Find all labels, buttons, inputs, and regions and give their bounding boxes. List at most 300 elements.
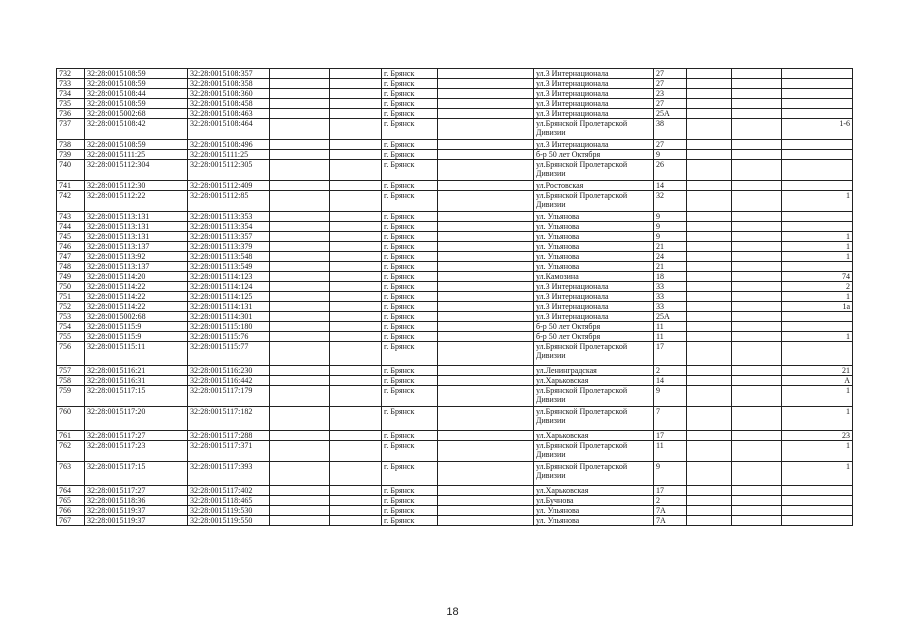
- empty-cell: [330, 242, 382, 252]
- building-cadastral-number-cell: 32:28:0015112:409: [188, 181, 270, 191]
- empty-cell: [732, 516, 782, 526]
- empty-cell: [438, 462, 534, 486]
- row-number-cell: 760: [57, 407, 85, 431]
- empty-cell: [270, 342, 330, 366]
- row-number-cell: 735: [57, 99, 85, 109]
- house-number-cell: 38: [654, 119, 687, 140]
- empty-cell: [330, 191, 382, 212]
- parcel-cadastral-number-cell: 32:28:0015113:92: [85, 252, 188, 262]
- building-cadastral-number-cell: 32:28:0015113:357: [188, 232, 270, 242]
- parcel-cadastral-number-cell: 32:28:0015108:59: [85, 79, 188, 89]
- unit-number-cell: 1: [782, 232, 853, 242]
- row-number-cell: 755: [57, 332, 85, 342]
- street-cell: ул.Брянской Пролетарской Дивизии: [534, 407, 654, 431]
- street-cell: ул.Ленинградская: [534, 366, 654, 376]
- street-cell: ул. Ульянова: [534, 212, 654, 222]
- row-number-cell: 762: [57, 441, 85, 462]
- empty-cell: [330, 431, 382, 441]
- house-number-cell: 17: [654, 431, 687, 441]
- empty-cell: [732, 282, 782, 292]
- empty-cell: [270, 262, 330, 272]
- empty-cell: [687, 431, 732, 441]
- empty-cell: [687, 242, 732, 252]
- building-cadastral-number-cell: 32:28:0015114:124: [188, 282, 270, 292]
- empty-cell: [330, 89, 382, 99]
- street-cell: ул.Брянской Пролетарской Дивизии: [534, 462, 654, 486]
- city-cell: г. Брянск: [382, 366, 438, 376]
- row-number-cell: 749: [57, 272, 85, 282]
- empty-cell: [732, 431, 782, 441]
- table-row: [57, 262, 853, 272]
- empty-cell: [330, 322, 382, 332]
- unit-number-cell: 1: [782, 252, 853, 262]
- empty-cell: [438, 486, 534, 496]
- building-cadastral-number-cell: 32:28:0015112:85: [188, 191, 270, 212]
- street-cell: ул.Ростовская: [534, 181, 654, 191]
- row-number-cell: 758: [57, 376, 85, 386]
- empty-cell: [330, 119, 382, 140]
- empty-cell: [438, 431, 534, 441]
- city-cell: г. Брянск: [382, 462, 438, 486]
- building-cadastral-number-cell: 32:28:0015114:131: [188, 302, 270, 312]
- empty-cell: [330, 506, 382, 516]
- empty-cell: [330, 462, 382, 486]
- empty-cell: [438, 322, 534, 332]
- empty-cell: [438, 302, 534, 312]
- street-cell: ул.Камозина: [534, 272, 654, 282]
- table-row: [57, 312, 853, 322]
- parcel-cadastral-number-cell: 32:28:0015114:22: [85, 292, 188, 302]
- unit-number-cell: 1: [782, 386, 853, 407]
- empty-cell: [270, 292, 330, 302]
- house-number-cell: 32: [654, 191, 687, 212]
- city-cell: г. Брянск: [382, 272, 438, 282]
- house-number-cell: 2: [654, 496, 687, 506]
- empty-cell: [732, 486, 782, 496]
- building-cadastral-number-cell: 32:28:0015117:179: [188, 386, 270, 407]
- table-row: [57, 79, 853, 89]
- empty-cell: [687, 486, 732, 496]
- building-cadastral-number-cell: 32:28:0015108:360: [188, 89, 270, 99]
- parcel-cadastral-number-cell: 32:28:0015114:22: [85, 282, 188, 292]
- empty-cell: [270, 232, 330, 242]
- city-cell: г. Брянск: [382, 262, 438, 272]
- street-cell: ул.3 Интернационала: [534, 109, 654, 119]
- table-row: [57, 150, 853, 160]
- house-number-cell: 14: [654, 181, 687, 191]
- building-cadastral-number-cell: 32:28:0015108:458: [188, 99, 270, 109]
- empty-cell: [438, 332, 534, 342]
- empty-cell: [732, 119, 782, 140]
- empty-cell: [438, 89, 534, 99]
- city-cell: г. Брянск: [382, 89, 438, 99]
- city-cell: г. Брянск: [382, 441, 438, 462]
- house-number-cell: 11: [654, 332, 687, 342]
- empty-cell: [270, 160, 330, 181]
- table-row: [57, 322, 853, 332]
- unit-number-cell: 23: [782, 431, 853, 441]
- street-cell: ул.3 Интернационала: [534, 89, 654, 99]
- unit-number-cell: 1: [782, 407, 853, 431]
- empty-cell: [687, 342, 732, 366]
- row-number-cell: 747: [57, 252, 85, 262]
- street-cell: ул.3 Интернационала: [534, 312, 654, 322]
- empty-cell: [438, 376, 534, 386]
- house-number-cell: 11: [654, 322, 687, 332]
- building-cadastral-number-cell: 32:28:0015108:464: [188, 119, 270, 140]
- empty-cell: [732, 212, 782, 222]
- table-row: [57, 496, 853, 506]
- empty-cell: [270, 242, 330, 252]
- empty-cell: [270, 332, 330, 342]
- empty-cell: [732, 312, 782, 322]
- empty-cell: [732, 322, 782, 332]
- empty-cell: [270, 79, 330, 89]
- empty-cell: [732, 376, 782, 386]
- row-number-cell: 744: [57, 222, 85, 232]
- street-cell: б-р 50 лет Октября: [534, 150, 654, 160]
- table-row: [57, 486, 853, 496]
- empty-cell: [270, 109, 330, 119]
- empty-cell: [330, 262, 382, 272]
- empty-cell: [438, 79, 534, 89]
- unit-number-cell: [782, 160, 853, 181]
- empty-cell: [438, 386, 534, 407]
- parcel-cadastral-number-cell: 32:28:0015108:59: [85, 99, 188, 109]
- empty-cell: [732, 69, 782, 79]
- empty-cell: [270, 272, 330, 282]
- row-number-cell: 739: [57, 150, 85, 160]
- empty-cell: [687, 376, 732, 386]
- empty-cell: [438, 222, 534, 232]
- city-cell: г. Брянск: [382, 496, 438, 506]
- unit-number-cell: [782, 322, 853, 332]
- house-number-cell: 17: [654, 486, 687, 496]
- house-number-cell: 9: [654, 462, 687, 486]
- empty-cell: [438, 366, 534, 376]
- empty-cell: [270, 302, 330, 312]
- city-cell: г. Брянск: [382, 150, 438, 160]
- empty-cell: [330, 386, 382, 407]
- building-cadastral-number-cell: 32:28:0015114:123: [188, 272, 270, 282]
- empty-cell: [687, 99, 732, 109]
- empty-cell: [687, 150, 732, 160]
- house-number-cell: 27: [654, 79, 687, 89]
- empty-cell: [732, 181, 782, 191]
- empty-cell: [330, 69, 382, 79]
- unit-number-cell: [782, 212, 853, 222]
- row-number-cell: 740: [57, 160, 85, 181]
- table-row: [57, 252, 853, 262]
- empty-cell: [732, 222, 782, 232]
- unit-number-cell: [782, 262, 853, 272]
- building-cadastral-number-cell: 32:28:0015113:548: [188, 252, 270, 262]
- building-cadastral-number-cell: 32:28:0015112:305: [188, 160, 270, 181]
- street-cell: ул.3 Интернационала: [534, 292, 654, 302]
- empty-cell: [438, 212, 534, 222]
- empty-cell: [270, 407, 330, 431]
- city-cell: г. Брянск: [382, 252, 438, 262]
- empty-cell: [732, 140, 782, 150]
- house-number-cell: 24: [654, 252, 687, 262]
- street-cell: ул.Брянской Пролетарской Дивизии: [534, 119, 654, 140]
- empty-cell: [270, 191, 330, 212]
- empty-cell: [270, 312, 330, 322]
- table-row: [57, 302, 853, 312]
- empty-cell: [270, 119, 330, 140]
- empty-cell: [330, 109, 382, 119]
- empty-cell: [687, 366, 732, 376]
- parcel-cadastral-number-cell: 32:28:0015108:59: [85, 69, 188, 79]
- house-number-cell: 27: [654, 69, 687, 79]
- street-cell: ул.Брянской Пролетарской Дивизии: [534, 441, 654, 462]
- empty-cell: [687, 109, 732, 119]
- table-row: [57, 506, 853, 516]
- empty-cell: [687, 160, 732, 181]
- empty-cell: [330, 407, 382, 431]
- building-cadastral-number-cell: 32:28:0015113:353: [188, 212, 270, 222]
- empty-cell: [732, 272, 782, 282]
- unit-number-cell: [782, 150, 853, 160]
- house-number-cell: 9: [654, 150, 687, 160]
- street-cell: б-р 50 лет Октября: [534, 332, 654, 342]
- unit-number-cell: [782, 99, 853, 109]
- table-row: [57, 119, 853, 140]
- parcel-cadastral-number-cell: 32:28:0015113:137: [85, 262, 188, 272]
- unit-number-cell: 21: [782, 366, 853, 376]
- building-cadastral-number-cell: 32:28:0015117:288: [188, 431, 270, 441]
- parcel-cadastral-number-cell: 32:28:0015114:20: [85, 272, 188, 282]
- table-row: [57, 191, 853, 212]
- city-cell: г. Брянск: [382, 242, 438, 252]
- parcel-cadastral-number-cell: 32:28:0015116:21: [85, 366, 188, 376]
- empty-cell: [732, 292, 782, 302]
- unit-number-cell: 74: [782, 272, 853, 282]
- empty-cell: [438, 496, 534, 506]
- unit-number-cell: [782, 181, 853, 191]
- empty-cell: [330, 342, 382, 366]
- city-cell: г. Брянск: [382, 181, 438, 191]
- table-row: [57, 222, 853, 232]
- empty-cell: [732, 160, 782, 181]
- empty-cell: [330, 272, 382, 282]
- table-row: [57, 516, 853, 526]
- empty-cell: [732, 332, 782, 342]
- building-cadastral-number-cell: 32:28:0015115:77: [188, 342, 270, 366]
- city-cell: г. Брянск: [382, 212, 438, 222]
- empty-cell: [687, 191, 732, 212]
- building-cadastral-number-cell: 32:28:0015117:182: [188, 407, 270, 431]
- row-number-cell: 761: [57, 431, 85, 441]
- empty-cell: [270, 431, 330, 441]
- empty-cell: [330, 332, 382, 342]
- empty-cell: [330, 292, 382, 302]
- city-cell: г. Брянск: [382, 140, 438, 150]
- parcel-cadastral-number-cell: 32:28:0015113:137: [85, 242, 188, 252]
- empty-cell: [330, 181, 382, 191]
- row-number-cell: 753: [57, 312, 85, 322]
- table-row: [57, 342, 853, 366]
- building-cadastral-number-cell: 32:28:0015116:442: [188, 376, 270, 386]
- unit-number-cell: 1: [782, 292, 853, 302]
- unit-number-cell: [782, 516, 853, 526]
- empty-cell: [687, 79, 732, 89]
- building-cadastral-number-cell: 32:28:0015115:180: [188, 322, 270, 332]
- building-cadastral-number-cell: 32:28:0015108:463: [188, 109, 270, 119]
- table-row: [57, 109, 853, 119]
- empty-cell: [330, 252, 382, 262]
- unit-number-cell: [782, 69, 853, 79]
- unit-number-cell: 1: [782, 191, 853, 212]
- row-number-cell: 743: [57, 212, 85, 222]
- empty-cell: [438, 109, 534, 119]
- row-number-cell: 759: [57, 386, 85, 407]
- street-cell: ул.Брянской Пролетарской Дивизии: [534, 191, 654, 212]
- unit-number-cell: [782, 79, 853, 89]
- page-number: 18: [446, 606, 459, 618]
- table-row: [57, 140, 853, 150]
- empty-cell: [687, 496, 732, 506]
- unit-number-cell: 1: [782, 242, 853, 252]
- empty-cell: [687, 272, 732, 282]
- empty-cell: [732, 191, 782, 212]
- city-cell: г. Брянск: [382, 292, 438, 302]
- empty-cell: [687, 140, 732, 150]
- empty-cell: [330, 496, 382, 506]
- empty-cell: [330, 282, 382, 292]
- house-number-cell: 2: [654, 366, 687, 376]
- house-number-cell: 14: [654, 376, 687, 386]
- empty-cell: [687, 506, 732, 516]
- empty-cell: [438, 262, 534, 272]
- street-cell: ул.Харьковская: [534, 431, 654, 441]
- house-number-cell: 9: [654, 222, 687, 232]
- street-cell: ул. Ульянова: [534, 222, 654, 232]
- table-row: [57, 232, 853, 242]
- unit-number-cell: [782, 496, 853, 506]
- table-row: [57, 272, 853, 282]
- empty-cell: [687, 232, 732, 242]
- house-number-cell: 33: [654, 292, 687, 302]
- empty-cell: [330, 160, 382, 181]
- empty-cell: [330, 441, 382, 462]
- empty-cell: [732, 462, 782, 486]
- row-number-cell: 757: [57, 366, 85, 376]
- empty-cell: [330, 232, 382, 242]
- house-number-cell: 11: [654, 441, 687, 462]
- empty-cell: [270, 282, 330, 292]
- unit-number-cell: [782, 89, 853, 99]
- city-cell: г. Брянск: [382, 69, 438, 79]
- empty-cell: [732, 496, 782, 506]
- unit-number-cell: 1-6: [782, 119, 853, 140]
- empty-cell: [732, 252, 782, 262]
- empty-cell: [438, 441, 534, 462]
- city-cell: г. Брянск: [382, 431, 438, 441]
- building-cadastral-number-cell: 32:28:0015113:549: [188, 262, 270, 272]
- row-number-cell: 764: [57, 486, 85, 496]
- unit-number-cell: 1: [782, 441, 853, 462]
- building-cadastral-number-cell: 32:28:0015113:379: [188, 242, 270, 252]
- empty-cell: [732, 302, 782, 312]
- city-cell: г. Брянск: [382, 386, 438, 407]
- parcel-cadastral-number-cell: 32:28:0015117:27: [85, 486, 188, 496]
- row-number-cell: 748: [57, 262, 85, 272]
- parcel-cadastral-number-cell: 32:28:0015117:15: [85, 386, 188, 407]
- empty-cell: [438, 160, 534, 181]
- city-cell: г. Брянск: [382, 191, 438, 212]
- parcel-cadastral-number-cell: 32:28:0015117:27: [85, 431, 188, 441]
- empty-cell: [687, 462, 732, 486]
- empty-cell: [732, 506, 782, 516]
- building-cadastral-number-cell: 32:28:0015113:354: [188, 222, 270, 232]
- unit-number-cell: 1: [782, 462, 853, 486]
- street-cell: ул. Ульянова: [534, 506, 654, 516]
- city-cell: г. Брянск: [382, 119, 438, 140]
- empty-cell: [687, 69, 732, 79]
- parcel-cadastral-number-cell: 32:28:0015111:25: [85, 150, 188, 160]
- parcel-cadastral-number-cell: 32:28:0015115:11: [85, 342, 188, 366]
- row-number-cell: 736: [57, 109, 85, 119]
- unit-number-cell: [782, 342, 853, 366]
- empty-cell: [687, 441, 732, 462]
- row-number-cell: 756: [57, 342, 85, 366]
- parcel-cadastral-number-cell: 32:28:0015113:131: [85, 222, 188, 232]
- empty-cell: [270, 150, 330, 160]
- empty-cell: [687, 516, 732, 526]
- empty-cell: [270, 212, 330, 222]
- unit-number-cell: [782, 109, 853, 119]
- empty-cell: [330, 302, 382, 312]
- empty-cell: [438, 140, 534, 150]
- empty-cell: [687, 292, 732, 302]
- empty-cell: [270, 181, 330, 191]
- street-cell: ул.3 Интернационала: [534, 79, 654, 89]
- street-cell: ул.Брянской Пролетарской Дивизии: [534, 386, 654, 407]
- building-cadastral-number-cell: 32:28:0015117:402: [188, 486, 270, 496]
- empty-cell: [270, 140, 330, 150]
- empty-cell: [270, 376, 330, 386]
- city-cell: г. Брянск: [382, 302, 438, 312]
- parcel-cadastral-number-cell: 32:28:0015116:31: [85, 376, 188, 386]
- building-cadastral-number-cell: 32:28:0015119:530: [188, 506, 270, 516]
- row-number-cell: 733: [57, 79, 85, 89]
- table-row: [57, 431, 853, 441]
- empty-cell: [687, 181, 732, 191]
- empty-cell: [438, 292, 534, 302]
- city-cell: г. Брянск: [382, 322, 438, 332]
- table-row: [57, 462, 853, 486]
- empty-cell: [270, 252, 330, 262]
- row-number-cell: 745: [57, 232, 85, 242]
- house-number-cell: 26: [654, 160, 687, 181]
- parcel-cadastral-number-cell: 32:28:0015118:36: [85, 496, 188, 506]
- empty-cell: [330, 222, 382, 232]
- city-cell: г. Брянск: [382, 516, 438, 526]
- row-number-cell: 746: [57, 242, 85, 252]
- unit-number-cell: 2: [782, 282, 853, 292]
- building-cadastral-number-cell: 32:28:0015115:76: [188, 332, 270, 342]
- street-cell: ул. Ульянова: [534, 252, 654, 262]
- table-row: [57, 332, 853, 342]
- empty-cell: [687, 407, 732, 431]
- street-cell: ул.Харьковская: [534, 376, 654, 386]
- empty-cell: [732, 342, 782, 366]
- empty-cell: [687, 332, 732, 342]
- empty-cell: [270, 222, 330, 232]
- row-number-cell: 732: [57, 69, 85, 79]
- empty-cell: [270, 496, 330, 506]
